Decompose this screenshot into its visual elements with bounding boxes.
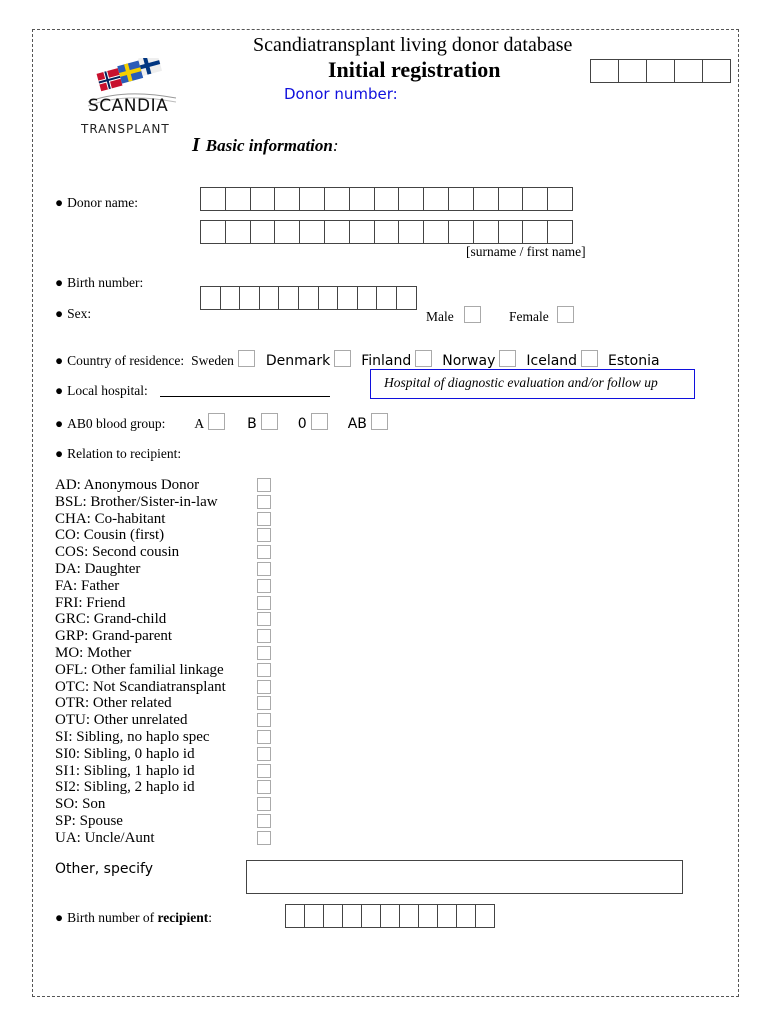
input-cell[interactable]	[298, 286, 319, 310]
input-cell[interactable]	[200, 187, 226, 211]
input-cell[interactable]	[274, 187, 300, 211]
input-cell[interactable]	[349, 187, 375, 211]
denmark-checkbox[interactable]	[334, 350, 351, 367]
birth-number-label: ● Birth number:	[55, 275, 144, 290]
local-hospital-input[interactable]	[160, 396, 330, 397]
relation-checkbox[interactable]	[257, 663, 271, 677]
input-cell[interactable]	[448, 187, 474, 211]
sweden-checkbox[interactable]	[238, 350, 255, 367]
input-cell[interactable]	[498, 220, 524, 244]
input-cell[interactable]	[200, 286, 221, 310]
relation-option-label: MO: Mother	[55, 644, 132, 661]
input-cell[interactable]	[342, 904, 362, 928]
blood-group-0[interactable]: 0	[298, 416, 328, 432]
input-cell[interactable]	[374, 220, 400, 244]
country-denmark[interactable]: Denmark	[266, 353, 351, 369]
scandiatransplant-logo	[78, 58, 183, 138]
relation-checkbox[interactable]	[257, 528, 271, 542]
logo-text-scandia: SCANDIA	[88, 96, 169, 116]
relation-option[interactable]	[55, 813, 226, 830]
relation-option[interactable]	[55, 578, 226, 595]
relation-option-label: CO: Cousin (first)	[55, 527, 165, 544]
donor-name-row-2[interactable]	[200, 220, 572, 244]
input-cell[interactable]	[374, 187, 400, 211]
iceland-checkbox[interactable]	[581, 350, 598, 367]
relation-option[interactable]	[55, 544, 226, 561]
input-cell[interactable]	[304, 904, 324, 928]
input-cell[interactable]	[259, 286, 280, 310]
document-subtitle: Initial registration	[328, 57, 501, 82]
input-cell[interactable]	[357, 286, 378, 310]
relation-option-label: DA: Daughter	[55, 560, 141, 577]
input-cell[interactable]	[220, 286, 241, 310]
blood-a-checkbox[interactable]	[208, 413, 225, 430]
other-specify-input[interactable]	[246, 860, 683, 894]
relation-option-label: SI1: Sibling, 1 haplo id	[55, 762, 195, 779]
relation-option-label: OTU: Other unrelated	[55, 712, 188, 729]
input-cell[interactable]	[674, 59, 703, 83]
country-sweden[interactable]: Sweden	[191, 353, 255, 368]
sex-female-option[interactable]: Female	[509, 306, 574, 325]
relation-option[interactable]	[55, 628, 226, 645]
input-cell[interactable]	[398, 220, 424, 244]
finland-checkbox[interactable]	[415, 350, 432, 367]
relation-checkbox[interactable]	[257, 831, 271, 845]
input-cell[interactable]	[278, 286, 299, 310]
input-cell[interactable]	[337, 286, 358, 310]
relation-option[interactable]	[55, 796, 226, 813]
relation-checkbox[interactable]	[257, 629, 271, 643]
relation-option[interactable]	[55, 830, 226, 847]
relation-option-label: COS: Second cousin	[55, 544, 180, 561]
input-cell[interactable]	[396, 286, 417, 310]
blood-group-label: AB0 blood group:	[67, 416, 166, 431]
relation-option[interactable]	[55, 712, 226, 729]
logo-text-transplant: TRANSPLANT	[81, 122, 170, 136]
female-checkbox[interactable]	[557, 306, 574, 323]
blood-group-ab[interactable]: AB	[348, 416, 388, 432]
relation-option-label: GRC: Grand-child	[55, 611, 167, 628]
input-cell[interactable]	[318, 286, 339, 310]
input-cell[interactable]	[299, 220, 325, 244]
blood-b-checkbox[interactable]	[261, 413, 278, 430]
input-cell[interactable]	[498, 187, 524, 211]
relation-checkbox[interactable]	[257, 596, 271, 610]
relation-option-label: OTC: Not Scandiatransplant	[55, 678, 226, 695]
input-cell[interactable]	[473, 220, 499, 244]
sex-label: ● Sex:	[55, 306, 92, 321]
other-specify-label: Other, specify	[55, 861, 153, 877]
relation-checkbox[interactable]	[257, 562, 271, 576]
hospital-note: Hospital of diagnostic evaluation and/or follow up	[370, 369, 695, 399]
input-cell[interactable]	[299, 187, 325, 211]
input-cell[interactable]	[398, 187, 424, 211]
document-title: Scandiatransplant living donor database	[253, 34, 573, 56]
relation-option[interactable]	[55, 679, 226, 696]
country-estonia[interactable]: Estonia	[608, 353, 660, 369]
relation-option[interactable]	[55, 561, 226, 578]
blood-ab-checkbox[interactable]	[371, 413, 388, 430]
relation-option-label: BSL: Brother/Sister-in-law	[55, 493, 218, 510]
section-title-text: Basic information	[205, 136, 333, 155]
relation-option-label: SI2: Sibling, 2 haplo id	[55, 779, 195, 796]
relation-checkbox[interactable]	[257, 814, 271, 828]
relation-option-label: GRP: Grand-parent	[55, 628, 173, 645]
norway-checkbox[interactable]	[499, 350, 516, 367]
relation-checkbox[interactable]	[257, 512, 271, 526]
relation-option[interactable]	[55, 611, 226, 628]
relation-option[interactable]	[55, 595, 226, 612]
relation-option[interactable]	[55, 779, 226, 796]
input-cell[interactable]	[702, 59, 731, 83]
relation-checkbox[interactable]	[257, 579, 271, 593]
country-norway[interactable]: Norway	[442, 353, 516, 369]
input-cell[interactable]	[423, 220, 449, 244]
recipient-birth-label: ● Birth number of recipient:	[55, 910, 213, 925]
input-cell[interactable]	[225, 187, 251, 211]
relation-checkbox[interactable]	[257, 646, 271, 660]
input-cell[interactable]	[618, 59, 647, 83]
relation-option-label: OFL: Other familial linkage	[55, 661, 224, 678]
input-cell[interactable]	[250, 187, 276, 211]
relation-option-label: FA: Father	[55, 577, 120, 594]
input-cell[interactable]	[239, 286, 260, 310]
input-cell[interactable]	[380, 904, 400, 928]
blood-group-b[interactable]: B	[247, 416, 278, 432]
relation-checkbox[interactable]	[257, 545, 271, 559]
input-cell[interactable]	[522, 187, 548, 211]
input-cell[interactable]	[399, 904, 419, 928]
relation-checkbox[interactable]	[257, 612, 271, 626]
relation-option-label: SI0: Sibling, 0 haplo id	[55, 745, 195, 762]
relation-option[interactable]	[55, 746, 226, 763]
country-label: Country of residence:	[67, 353, 185, 368]
input-cell[interactable]	[547, 220, 573, 244]
input-cell[interactable]	[200, 220, 226, 244]
relation-checkbox[interactable]	[257, 696, 271, 710]
input-cell[interactable]	[423, 187, 449, 211]
input-cell[interactable]	[418, 904, 438, 928]
input-cell[interactable]	[225, 220, 251, 244]
sex-male-option[interactable]: Male	[426, 306, 481, 325]
relation-option-label: SP: Spouse	[55, 812, 123, 829]
relation-option-label: SI: Sibling, no haplo spec	[55, 728, 210, 745]
blood-group-a[interactable]: A	[194, 416, 225, 431]
relation-checkbox[interactable]	[257, 680, 271, 694]
relation-option[interactable]	[55, 729, 226, 746]
input-cell[interactable]	[547, 187, 573, 211]
input-cell[interactable]	[274, 220, 300, 244]
relation-checkbox[interactable]	[257, 780, 271, 794]
relation-checkbox[interactable]	[257, 764, 271, 778]
relation-list	[55, 477, 226, 847]
input-cell[interactable]	[448, 220, 474, 244]
donor-number-label: Donor number:	[284, 85, 398, 103]
relation-option[interactable]	[55, 645, 226, 662]
country-iceland[interactable]: Iceland	[526, 353, 598, 369]
relation-checkbox[interactable]	[257, 713, 271, 727]
input-cell[interactable]	[376, 286, 397, 310]
input-cell[interactable]	[250, 220, 276, 244]
blood-group-row: ● AB0 blood group: A B 0 AB	[55, 413, 388, 433]
donor-name-label: ● Donor name:	[55, 195, 139, 210]
input-cell[interactable]	[475, 904, 495, 928]
relation-option[interactable]	[55, 763, 226, 780]
relation-option[interactable]	[55, 662, 226, 679]
input-cell[interactable]	[349, 220, 375, 244]
input-cell[interactable]	[522, 220, 548, 244]
blood-0-checkbox[interactable]	[311, 413, 328, 430]
input-cell[interactable]	[646, 59, 675, 83]
input-cell[interactable]	[324, 187, 350, 211]
donor-name-row-1[interactable]	[200, 187, 572, 211]
birth-number-field[interactable]	[200, 286, 416, 310]
relation-option-label: AD: Anonymous Donor	[55, 477, 200, 493]
relation-checkbox[interactable]	[257, 797, 271, 811]
input-cell[interactable]	[437, 904, 457, 928]
section-title	[192, 134, 339, 157]
relation-option[interactable]	[55, 695, 226, 712]
relation-checkbox[interactable]	[257, 730, 271, 744]
name-hint: [surname / first name]	[466, 244, 586, 259]
input-cell[interactable]	[285, 904, 305, 928]
country-row: ● Country of residence: Sweden Denmark Finland Norway Iceland Estonia	[55, 350, 660, 370]
male-checkbox[interactable]	[464, 306, 481, 323]
relation-option-label: FRI: Friend	[55, 594, 126, 611]
relation-option-label: SO: Son	[55, 796, 106, 813]
relation-option[interactable]	[55, 511, 226, 528]
relation-checkbox[interactable]	[257, 495, 271, 509]
recipient-birth-number-field[interactable]	[285, 904, 494, 928]
input-cell[interactable]	[361, 904, 381, 928]
relation-checkbox[interactable]	[257, 478, 271, 492]
input-cell[interactable]	[456, 904, 476, 928]
input-cell[interactable]	[323, 904, 343, 928]
relation-option-label: CHA: Co-habitant	[55, 510, 166, 527]
input-cell[interactable]	[324, 220, 350, 244]
country-finland[interactable]: Finland	[361, 353, 432, 369]
input-cell[interactable]	[473, 187, 499, 211]
donor-number-field[interactable]	[590, 59, 730, 83]
relation-option[interactable]	[55, 527, 226, 544]
local-hospital-label: ● Local hospital:	[55, 383, 148, 398]
relation-label: ● Relation to recipient:	[55, 446, 182, 461]
relation-option-label: OTR: Other related	[55, 695, 172, 712]
relation-option[interactable]	[55, 494, 226, 511]
input-cell[interactable]	[590, 59, 619, 83]
relation-option[interactable]	[55, 477, 226, 494]
section-title-colon: :	[332, 136, 339, 155]
relation-checkbox[interactable]	[257, 747, 271, 761]
section-numeral: I	[192, 134, 200, 156]
relation-option-label: UA: Uncle/Aunt	[55, 829, 155, 846]
